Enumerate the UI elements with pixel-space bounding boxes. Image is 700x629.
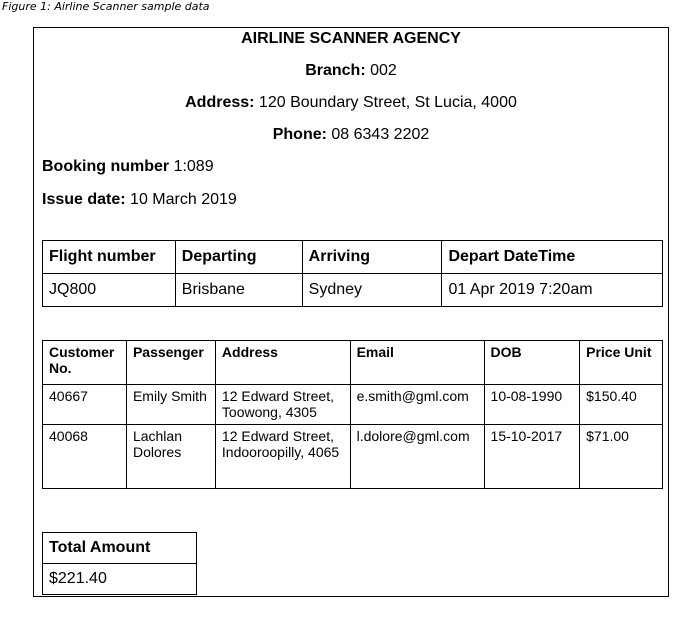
total-label: Total Amount	[43, 533, 197, 564]
agency-name: AIRLINE SCANNER AGENCY	[241, 30, 461, 47]
customer-cell: 12 Edward Street, Toowong, 4305	[215, 385, 350, 425]
issue-date-line	[42, 191, 237, 209]
total-value-row	[43, 564, 197, 595]
agency-title	[34, 30, 668, 48]
customer-cell: Emily Smith	[126, 385, 215, 425]
address-value: 120 Boundary Street, St Lucia, 4000	[258, 94, 517, 111]
branch-label: Branch:	[305, 62, 366, 79]
customer-cell: $150.40	[580, 385, 663, 425]
flight-header-row	[43, 241, 663, 274]
customer-cell: 15-10-2017	[484, 425, 580, 489]
customer-col-header: Passenger	[126, 341, 215, 385]
customer-cell: 40667	[43, 385, 127, 425]
booking-number-label: Booking number	[42, 158, 170, 175]
address-line	[34, 94, 668, 112]
phone-line	[34, 126, 668, 144]
flight-col-header: Arriving	[302, 241, 442, 274]
flight-cell: JQ800	[43, 274, 176, 307]
issue-date-value: 10 March 2019	[130, 191, 237, 208]
customer-cell: l.dolore@gml.com	[350, 425, 484, 489]
flight-cell: Sydney	[302, 274, 442, 307]
customer-col-header: Customer No.	[43, 341, 127, 385]
customer-col-header: Price Unit	[580, 341, 663, 385]
customer-header-row	[43, 341, 663, 385]
customer-cell: 40068	[43, 425, 127, 489]
flight-col-header: Departing	[175, 241, 302, 274]
figure-caption: Figure 1: Airline Scanner sample data	[2, 0, 210, 13]
flight-col-header: Flight number	[43, 241, 176, 274]
total-table	[42, 532, 197, 595]
customer-table	[42, 340, 663, 489]
phone-value: 08 6343 2202	[331, 126, 430, 143]
customer-cell: e.smith@gml.com	[350, 385, 484, 425]
customer-col-header: Address	[215, 341, 350, 385]
total-header-row	[43, 533, 197, 564]
customer-cell: 10-08-1990	[484, 385, 580, 425]
customer-row	[43, 425, 663, 489]
branch-line	[34, 62, 668, 80]
customer-col-header: DOB	[484, 341, 580, 385]
total-value: $221.40	[43, 564, 197, 595]
branch-value: 002	[370, 62, 397, 79]
booking-number-line	[42, 158, 214, 176]
phone-label: Phone:	[272, 126, 327, 143]
flight-table	[42, 240, 663, 307]
flight-cell: Brisbane	[175, 274, 302, 307]
customer-cell: 12 Edward Street, Indooroopilly, 4065	[215, 425, 350, 489]
customer-cell: Lachlan Dolores	[126, 425, 215, 489]
booking-number-value: 1:089	[173, 158, 214, 175]
booking-document	[33, 27, 669, 597]
flight-cell: 01 Apr 2019 7:20am	[442, 274, 663, 307]
address-label: Address:	[185, 94, 255, 111]
flight-col-header: Depart DateTime	[442, 241, 663, 274]
customer-col-header: Email	[350, 341, 484, 385]
customer-row	[43, 385, 663, 425]
customer-cell: $71.00	[580, 425, 663, 489]
issue-date-label: Issue date:	[42, 191, 126, 208]
flight-row	[43, 274, 663, 307]
